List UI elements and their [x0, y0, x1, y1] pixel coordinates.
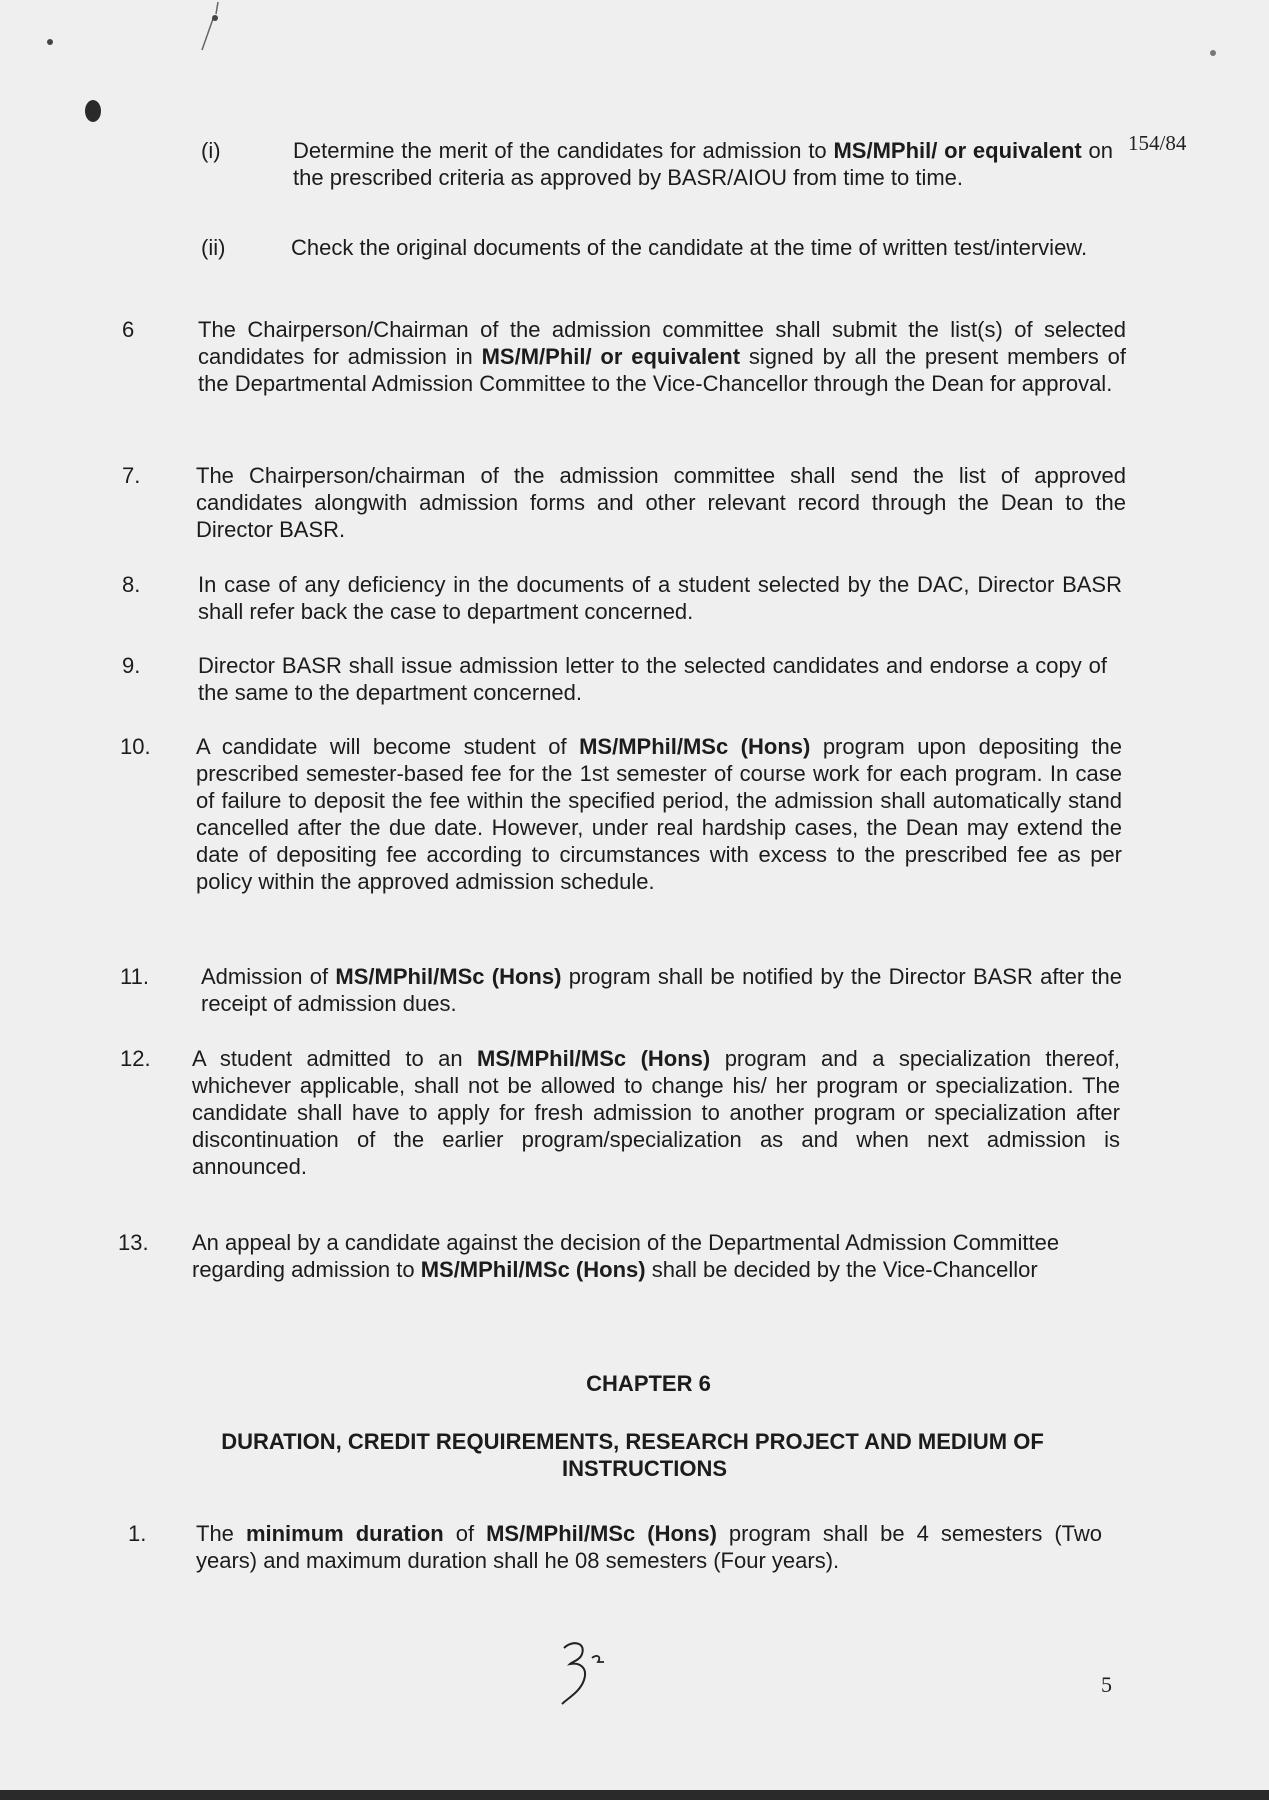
handwritten-initials [556, 1636, 620, 1706]
item-text: Admission of MS/MPhil/MSc (Hons) program shall be notified by the Director BASR after the receipt of admission dues. [201, 964, 1123, 1016]
item-number: 9. [122, 653, 141, 678]
page-reference: 154/84 [1128, 131, 1187, 155]
item-text: Director BASR shall issue admission letter to the selected candidates and endorse a copy of the same to the department concerned. [198, 653, 1107, 705]
item-text: A student admitted to an MS/MPhil/MSc (Hons) program and a specialization thereof, whichever applicable, shall not be allowed to change his/ her program or specialization. The candidate shall have to apply for fresh admission to another program or specialization after discontinuation of the earlier program/specialization as and when next admission is announced. [192, 1046, 1120, 1179]
scan-bottom-edge [0, 1790, 1269, 1800]
item-text: The Chairperson/chairman of the admission committee shall send the list of approved candidates alongwith admission forms and other relevant record through the Dean to the Director BASR. [196, 463, 1126, 542]
item-text: The minimum duration of MS/MPhil/MSc (Hons) program shall be 4 semesters (Two years) and maximum duration shall he 08 semesters (Four years). [196, 1521, 1103, 1573]
chapter-title-line2: INSTRUCTIONS [562, 1456, 727, 1481]
item-number: 11. [120, 964, 149, 989]
sub-item-text: Determine the merit of the candidates for admission to MS/MPhil/ or equivalent on the prescribed criteria as approved by BASR/AIOU from time to time. [293, 138, 1113, 190]
item-text: In case of any deficiency in the documents of a student selected by the DAC, Director BASR shall refer back the case to department concerned. [198, 572, 1122, 624]
item-number: 8. [122, 572, 141, 597]
item-text: An appeal by a candidate against the decision of the Departmental Admission Committee regarding admission to MS/MPhil/MSc (Hons) shall be decided by the Vice-Chancellor [192, 1230, 1060, 1282]
item-text: The Chairperson/Chairman of the admission committee shall submit the list(s) of selected candidates for admission in MS/M/Phil/ or equivalent signed by all the present members of the Departmental Admission Committee to the Vice-Chancellor through the Dean for approval. [198, 317, 1126, 396]
item-number: 10. [120, 734, 151, 759]
sub-item-number: (ii) [201, 235, 226, 260]
item-number: 7. [122, 463, 141, 488]
item-text: A candidate will become student of MS/MPhil/MSc (Hons) program upon depositing the prescribed semester-based fee for the 1st semester of course work for each program. In case of failure to deposit the fee within the specified period, the admission shall automatically stand cancelled after the due date. However, under real hardship cases, the Dean may extend the date of depositing fee according to circumstances with excess to the prescribed fee as per policy within the approved admission schedule. [196, 734, 1122, 894]
chapter-label: CHAPTER 6 [586, 1371, 711, 1396]
item-number: 12. [120, 1046, 151, 1071]
sub-item-number: (i) [201, 138, 221, 163]
item-number: 13. [118, 1230, 149, 1255]
scan-speck [1208, 48, 1218, 58]
scan-speck [80, 96, 106, 126]
item-number: 1. [128, 1521, 147, 1546]
pen-mark [196, 0, 226, 54]
chapter-title-line1: DURATION, CREDIT REQUIREMENTS, RESEARCH PROJECT AND MEDIUM OF [221, 1429, 1044, 1454]
item-number: 6 [122, 317, 135, 342]
sub-item-text: Check the original documents of the candidate at the time of written test/interview. [291, 235, 1088, 260]
page-number: 5 [1101, 1672, 1112, 1697]
scan-speck [44, 36, 56, 48]
